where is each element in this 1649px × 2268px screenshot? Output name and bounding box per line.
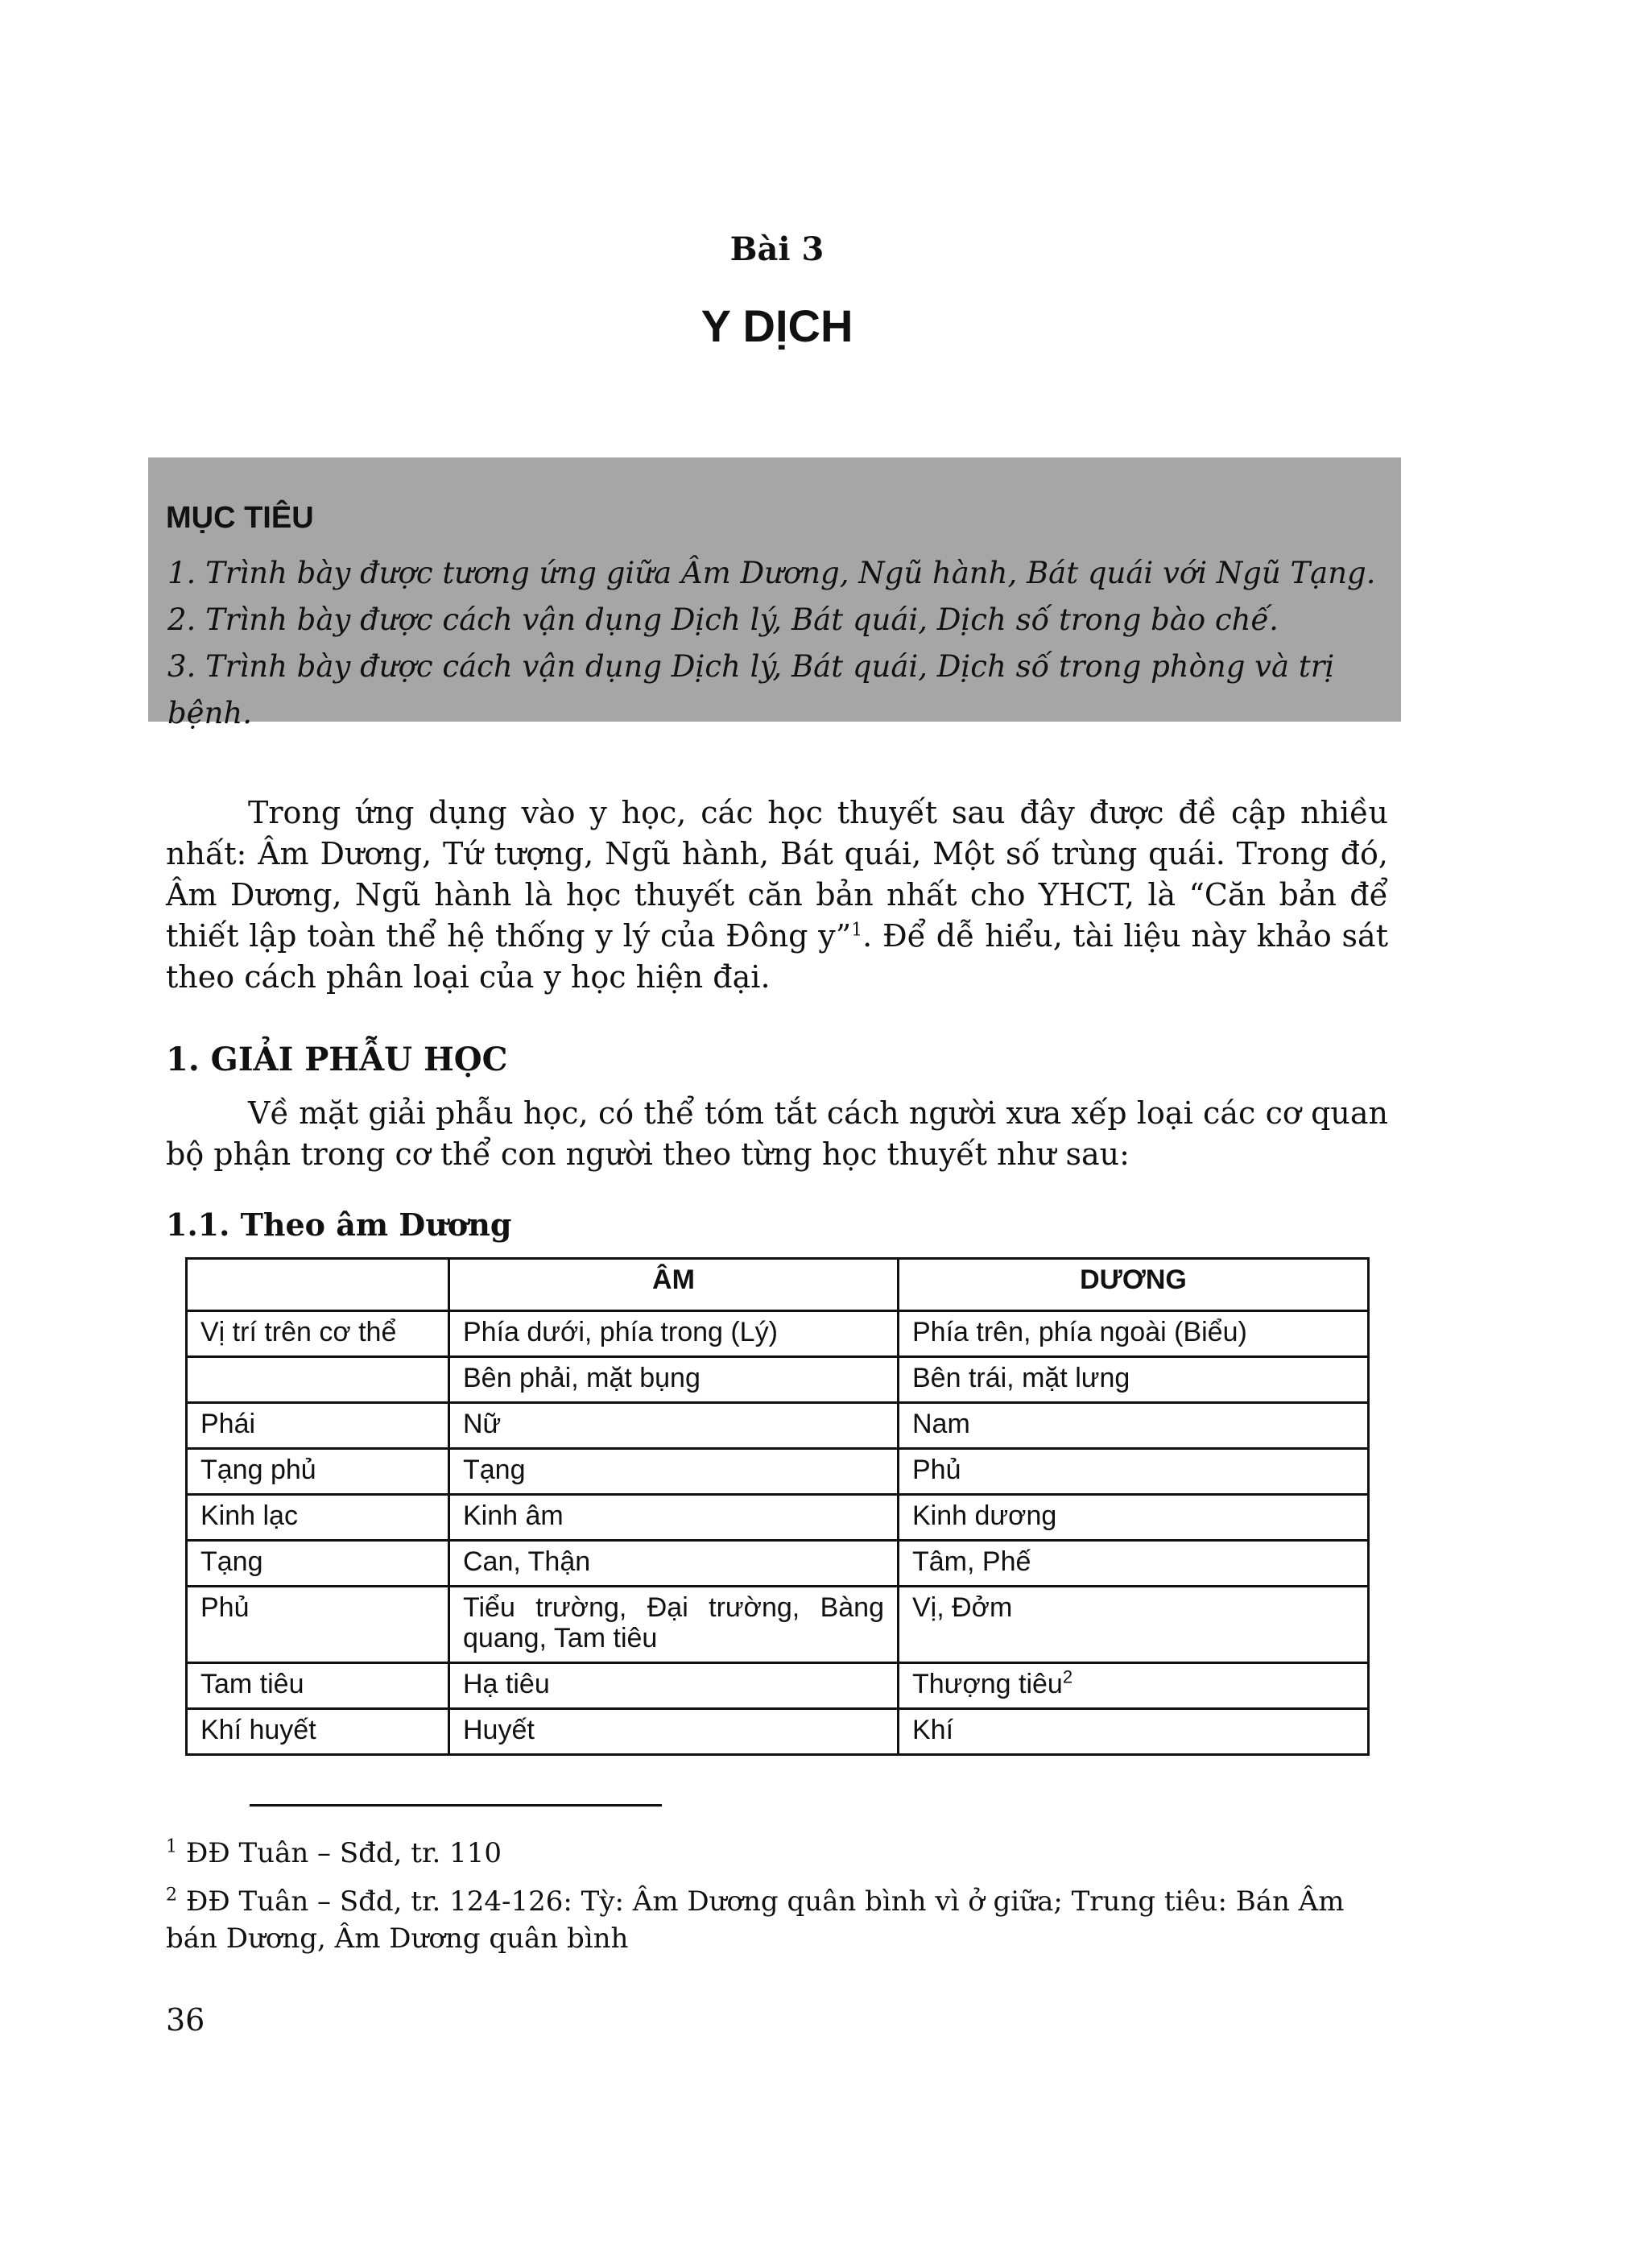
- intro-text-end: . Để dễ hiểu, tài liệu này khảo sát theo cách phân loại của y học hiện đại.: [166, 918, 1388, 995]
- table-cell: Bên trái, mặt lưng: [899, 1357, 1369, 1403]
- table-row: [187, 1709, 1369, 1755]
- table-cell: Can, Thận: [449, 1541, 899, 1587]
- table-cell: Khí huyết: [187, 1709, 449, 1755]
- footnote: [166, 1883, 1388, 1957]
- table-cell: Bên phải, mặt bụng: [449, 1357, 899, 1403]
- footnote-divider: [250, 1804, 662, 1807]
- footnote-ref: 1: [851, 920, 863, 941]
- intro-text: Trong ứng dụng vào y học, các học thuyết sau đây được đề cập nhiều nhất: Âm Dương, Tứ tượng, Ngũ hành, Bát quái, Một số trùng quái. Trong đó, Âm Dương, Ngũ hành là học thuyết căn bản nhất cho YHCT, là “Căn bản để thiết lập toàn thể hệ thống y lý của Đông y”: [166, 795, 1388, 954]
- table-header-row: [187, 1259, 1369, 1311]
- footnote-text: ĐĐ Tuân – Sđd, tr. 110: [185, 1837, 502, 1869]
- objective-item: 3. Trình bày được cách vận dụng Dịch lý, Bát quái, Dịch số trong phòng và trị bệnh.: [167, 649, 1335, 730]
- table-cell: Vị trí trên cơ thể: [187, 1311, 449, 1357]
- table-cell: Tạng: [187, 1541, 449, 1587]
- footnote-marker: 2: [166, 1885, 177, 1906]
- page-number: 36: [166, 2002, 205, 2038]
- table-row: [187, 1311, 1369, 1357]
- table-cell: Tâm, Phế: [899, 1541, 1369, 1587]
- table-cell: Nữ: [449, 1403, 899, 1449]
- intro-paragraph: [166, 793, 1388, 998]
- objective-item: 2. Trình bày được cách vận dụng Dịch lý, Bát quái, Dịch số trong bào chế.: [167, 602, 1279, 637]
- subsection-heading: 1.1. Theo âm Dương: [166, 1206, 512, 1243]
- table-row: [187, 1357, 1369, 1403]
- table-cell: Huyết: [449, 1709, 899, 1755]
- table-row: [187, 1587, 1369, 1663]
- table-cell: Tiểu trường, Đại trường, Bàng quang, Tam tiêu: [449, 1587, 899, 1663]
- footnote-marker: 1: [166, 1836, 177, 1857]
- table-row: [187, 1663, 1369, 1709]
- table-cell: Phủ: [899, 1449, 1369, 1495]
- table-cell: [187, 1357, 449, 1403]
- table-row: [187, 1541, 1369, 1587]
- am-duong-table: [185, 1257, 1370, 1756]
- table-cell: Tạng phủ: [187, 1449, 449, 1495]
- table-cell: Khí: [899, 1709, 1369, 1755]
- table-header-cell: DƯƠNG: [899, 1259, 1369, 1311]
- table-cell: [899, 1663, 1369, 1709]
- table-cell: Hạ tiêu: [449, 1663, 899, 1709]
- table-cell: Kinh âm: [449, 1495, 899, 1541]
- table-cell: Tam tiêu: [187, 1663, 449, 1709]
- objective-item: 1. Trình bày được tương ứng giữa Âm Dương, Ngũ hành, Bát quái với Ngũ Tạng.: [167, 556, 1376, 590]
- table-cell: Tạng: [449, 1449, 899, 1495]
- lesson-title: Y DỊCH: [701, 300, 853, 351]
- footnote: [166, 1835, 1388, 1872]
- table-cell: Kinh dương: [899, 1495, 1369, 1541]
- table-header-cell: [187, 1259, 449, 1311]
- footnote-text: ĐĐ Tuân – Sđd, tr. 124-126: Tỳ: Âm Dương quân bình vì ở giữa; Trung tiêu: Bán Âm bán Dương, Âm Dương quân bình: [166, 1885, 1345, 1955]
- objectives-list: [166, 550, 1401, 737]
- table-cell: Kinh lạc: [187, 1495, 449, 1541]
- objectives-heading: MỤC TIÊU: [166, 501, 314, 535]
- table-row: [187, 1495, 1369, 1541]
- table-cell: Phái: [187, 1403, 449, 1449]
- table-row: [187, 1403, 1369, 1449]
- table-header-cell: ÂM: [449, 1259, 899, 1311]
- objectives-box: [148, 457, 1401, 730]
- footnote-ref: 2: [1062, 1666, 1073, 1687]
- lesson-number: Bài 3: [729, 230, 824, 268]
- table-cell: Phía dưới, phía trong (Lý): [449, 1311, 899, 1357]
- table-cell: Vị, Đởm: [899, 1587, 1369, 1663]
- table-cell: Phía trên, phía ngoài (Biểu): [899, 1311, 1369, 1357]
- table-cell: Phủ: [187, 1587, 449, 1663]
- cell-text: Thượng tiêu: [912, 1669, 1063, 1699]
- table-row: [187, 1449, 1369, 1495]
- table-cell: Nam: [899, 1403, 1369, 1449]
- section-paragraph: Về mặt giải phẫu học, có thể tóm tắt cách người xưa xếp loại các cơ quan bộ phận trong cơ thể con người theo từng học thuyết như sau:: [166, 1095, 1388, 1172]
- section-heading: 1. GIẢI PHẪU HỌC: [166, 1041, 508, 1078]
